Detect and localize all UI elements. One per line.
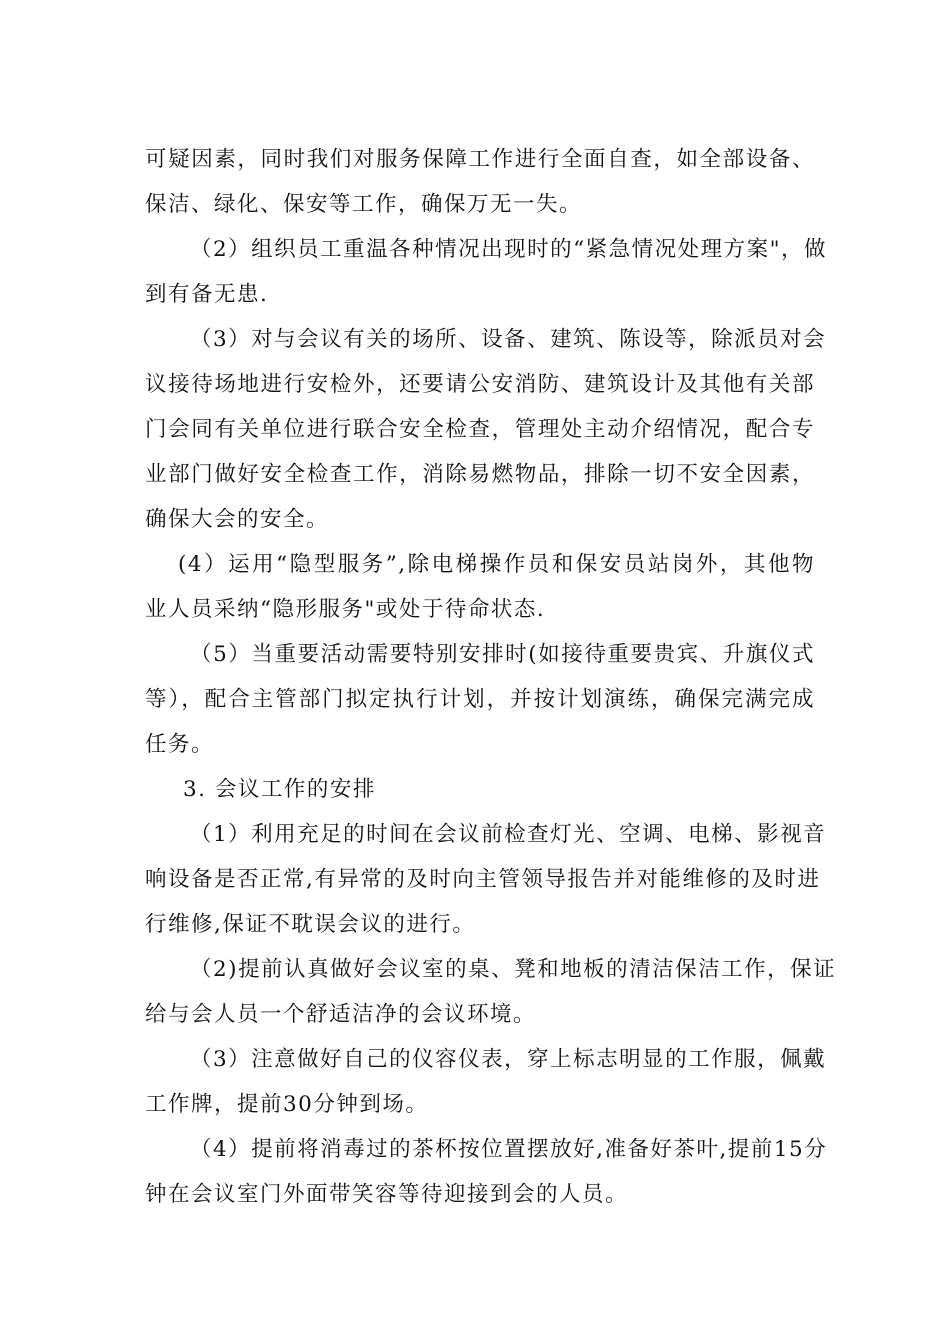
text-line: 等），配合主管部门拟定执行计划，并按计划演练，确保完满完成 — [145, 687, 815, 712]
paragraph-item-2: （2）组织员工重温各种情况出现时的“紧急情况处理方案"，做 — [190, 237, 828, 262]
text-line: 响设备是否正常,有异常的及时向主管领导报告并对能维修的及时进 — [145, 867, 821, 892]
text-line: 钟在会议室门外面带笑容等待迎接到会的人员。 — [145, 1182, 629, 1207]
text-line: 业人员采纳“隐形服务"或处于待命状态. — [145, 597, 546, 622]
text-line: 业部门做好安全检查工作，消除易燃物品，排除一切不安全因素， — [145, 462, 815, 487]
text-line: 保洁、绿化、保安等工作，确保万无一失。 — [145, 192, 583, 217]
paragraph-item-4b: （4）提前将消毒过的茶杯按位置摆放好,准备好茶叶,提前15分 — [190, 1137, 828, 1162]
text-line: 给与会人员一个舒适洁净的会议环境。 — [145, 1002, 537, 1027]
text-line: 议接待场地进行安检外，还要请公安消防、建筑设计及其他有关部 — [145, 372, 815, 397]
paragraph-item-4: (4）运用“隐型服务”,除电梯操作员和保安员站岗外，其他物 — [178, 552, 815, 577]
paragraph-item-3: （3）对与会议有关的场所、设备、建筑、陈设等，除派员对会 — [190, 327, 827, 352]
text-line: 工作牌，提前30分钟到场。 — [145, 1092, 429, 1117]
text-line: 门会同有关单位进行联合安全检查，管理处主动介绍情况，配合专 — [145, 417, 815, 442]
text-line: 确保大会的安全。 — [145, 507, 330, 532]
paragraph-item-5: （5）当重要活动需要特别安排时(如接待重要贵宾、升旗仪式 — [190, 642, 815, 667]
section-heading: 3. 会议工作的安排 — [183, 777, 376, 802]
text-line: 任务。 — [145, 732, 215, 757]
paragraph-item-2b: （2)提前认真做好会议室的桌、凳和地板的清洁保洁工作，保证 — [190, 957, 837, 982]
text-line: 行维修,保证不耽误会议的进行。 — [145, 912, 476, 937]
paragraph-item-1: （1）利用充足的时间在会议前检查灯光、空调、电梯、影视音 — [190, 822, 827, 847]
text-line: 可疑因素，同时我们对服务保障工作进行全面自查，如全部设备、 — [145, 147, 815, 172]
text-line: 到有备无患. — [145, 282, 269, 307]
paragraph-item-3b: （3）注意做好自己的仪容仪表，穿上标志明显的工作服，佩戴 — [190, 1047, 827, 1072]
